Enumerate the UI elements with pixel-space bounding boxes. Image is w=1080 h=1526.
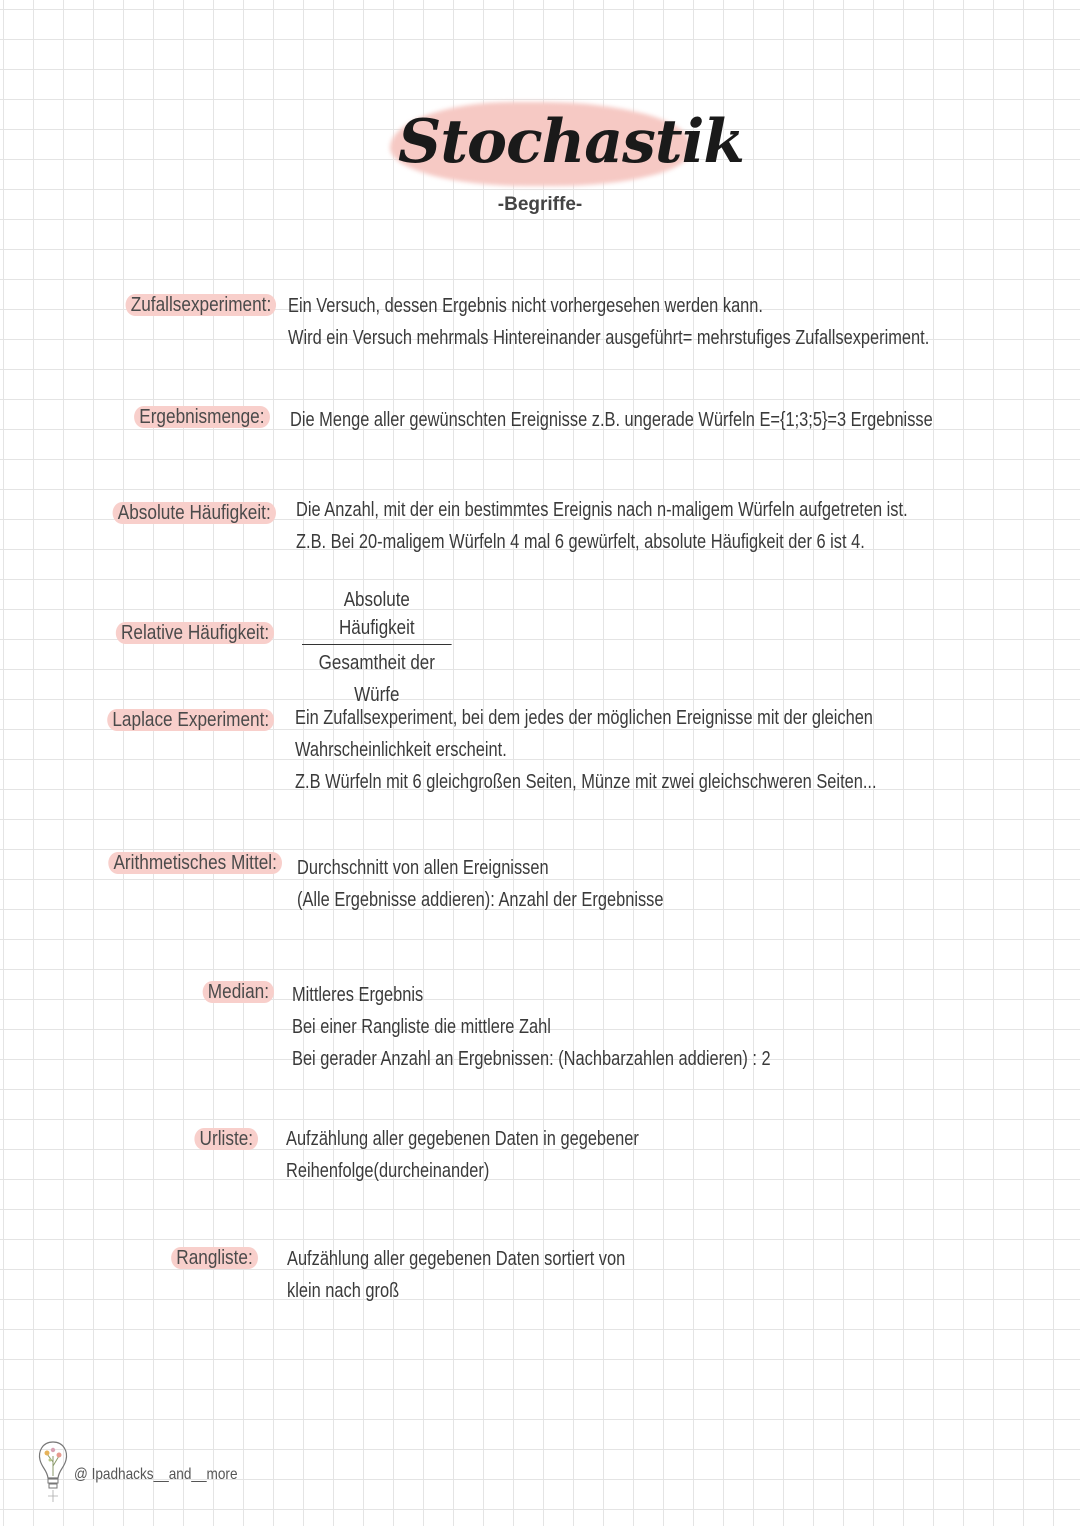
definition-line: Die Menge aller gewünschten Ereignisse z.B. ungerade Würfeln E={1;3;5}=3 Ergebnisse <box>290 409 933 431</box>
definition-line: Bei gerader Anzahl an Ergebnissen: (Nachbarzahlen addieren) : 2 <box>292 1048 771 1070</box>
definition-line: Durchschnitt von allen Ereignissen <box>297 857 549 879</box>
definition-median <box>292 979 771 1075</box>
definition-line: Mittleres Ergebnis <box>292 984 424 1006</box>
page-subtitle: -Begriffe- <box>497 194 583 215</box>
fraction-relative-haeufigkeit <box>302 586 452 711</box>
definition-laplace-experiment <box>295 702 877 798</box>
definition-zufallsexperiment <box>288 290 929 354</box>
definition-line: Aufzählung aller gegebenen Daten in gegebener <box>286 1128 639 1150</box>
definition-line: Z.B. Bei 20-maligem Würfeln 4 mal 6 gewürfelt, absolute Häufigkeit der 6 ist 4. <box>296 531 865 553</box>
footer <box>36 1438 296 1506</box>
definition-line: Bei einer Rangliste die mittlere Zahl <box>292 1016 551 1038</box>
term-ergebnismenge: Ergebnismenge: <box>134 404 270 430</box>
term-zufallsexperiment: Zufallsexperiment: <box>125 292 276 318</box>
definition-line: Reihenfolge(durcheinander) <box>286 1160 490 1182</box>
definition-line: Wird ein Versuch mehrmals Hintereinander ausgeführt= mehrstufiges Zufallsexperiment. <box>288 327 930 349</box>
author-handle: @ Ipadhacks__and__more <box>74 1466 238 1483</box>
definition-line: Aufzählung aller gegebenen Daten sortiert von <box>287 1248 626 1270</box>
definition-line: Ein Zufallsexperiment, bei dem jedes der möglichen Ereignisse mit der gleichen <box>295 707 873 729</box>
term-absolute-haeufigkeit: Absolute Häufigkeit: <box>113 500 276 526</box>
definition-absolute-haeufigkeit <box>296 494 908 558</box>
definition-line: klein nach groß <box>287 1280 400 1302</box>
lightbulb-flower-icon <box>36 1438 70 1506</box>
fraction-denominator: Gesamtheit der Würfe <box>318 652 435 706</box>
term-urliste: Urliste: <box>194 1126 258 1152</box>
definition-line: (Alle Ergebnisse addieren): Anzahl der Ergebnisse <box>297 889 664 911</box>
definition-arithmetisches-mittel <box>297 852 663 916</box>
fraction-numerator: Absolute Häufigkeit <box>302 586 452 645</box>
definition-line: Z.B Würfeln mit 6 gleichgroßen Seiten, Münze mit zwei gleichschweren Seiten... <box>295 771 877 793</box>
definition-line: Wahrscheinlichkeit erscheint. <box>295 739 507 761</box>
page-title: Stochastik <box>398 107 744 177</box>
definition-ergebnismenge <box>290 404 933 436</box>
definition-urliste <box>286 1123 639 1187</box>
title-block <box>390 92 744 192</box>
term-median: Median: <box>202 979 274 1005</box>
term-relative-haeufigkeit: Relative Häufigkeit: <box>115 620 274 646</box>
definition-line: Ein Versuch, dessen Ergebnis nicht vorhergesehen werden kann. <box>288 295 763 317</box>
definition-rangliste <box>287 1243 625 1307</box>
term-arithmetisches-mittel: Arithmetisches Mittel: <box>108 850 282 876</box>
term-laplace-experiment: Laplace Experiment: <box>107 707 274 733</box>
definition-line: Die Anzahl, mit der ein bestimmtes Ereignis nach n-maligem Würfeln aufgetreten ist. <box>296 499 908 521</box>
term-rangliste: Rangliste: <box>171 1245 258 1271</box>
